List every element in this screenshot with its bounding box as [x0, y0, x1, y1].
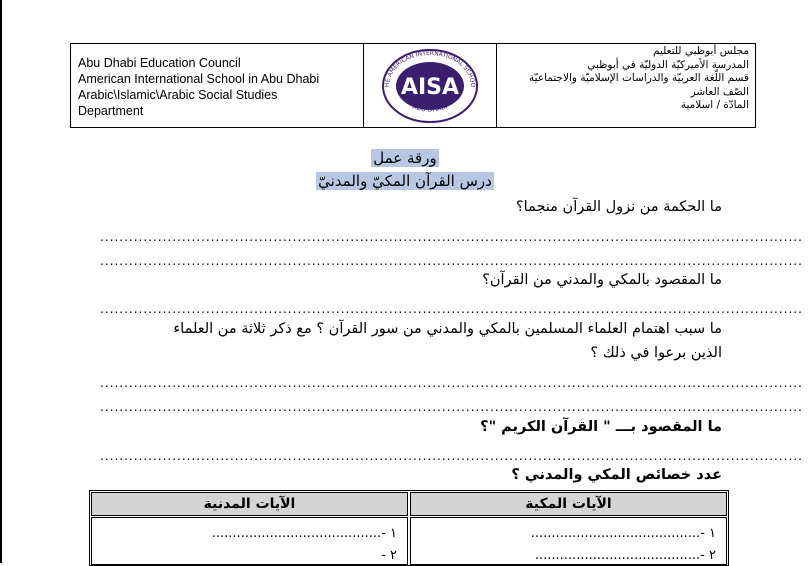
header-ar-line: الصّف العاشر	[690, 85, 749, 98]
header-madani: الآيات المدنية	[91, 492, 408, 516]
makki-column	[410, 517, 727, 565]
question-2: ما المقصود بالمكي والمدني من القرآن؟	[482, 272, 722, 288]
answer-line[interactable]: ..................................................................................................................................................	[100, 302, 803, 316]
header-arabic	[497, 44, 755, 127]
table-cell[interactable]: ١ -.........................................	[530, 526, 716, 541]
logo-text: AISA	[400, 74, 460, 100]
header-ar-line: قسم اللّغة العربيّة والدراسات الإسلاميّة والاجتماعيّة	[529, 72, 749, 84]
answer-line[interactable]: ..................................................................................................................................................	[100, 230, 803, 244]
table-header-row	[90, 491, 728, 517]
answer-line[interactable]: ..................................................................................................................................................	[100, 449, 803, 463]
header-table	[70, 43, 756, 128]
title-line: ورقة عمل	[373, 149, 437, 167]
answer-line[interactable]: ..................................................................................................................................................	[100, 376, 803, 390]
question-1: ما الحكمة من نزول القرآن منجما؟	[515, 199, 722, 215]
question-3: ما سبب اهتمام العلماء المسلمين بالمكي والمدني من سور القرآن ؟ مع ذكر ثلاثة من العلماء	[173, 321, 722, 337]
header-english	[71, 44, 364, 127]
header-en-line: Department	[78, 104, 144, 118]
lesson-title	[0, 172, 810, 190]
question-5: عدد خصائص المكي والمدني ؟	[511, 467, 722, 483]
answer-line[interactable]: ..................................................................................................................................................	[100, 400, 803, 414]
worksheet-title	[0, 149, 810, 167]
table-cell[interactable]: ١ -.........................................	[211, 526, 397, 541]
header-ar-line: المادّة / اسلامية	[680, 99, 749, 111]
question-4: ما المقصود بـــ " القرآن الكريم "؟	[480, 419, 722, 435]
header-ar-line: مجلس أبوظبي للتعليم	[652, 45, 749, 57]
header-ar-line: المدرسة الأميركيّة الدوليّة في أبوظبي	[587, 58, 749, 71]
table-cell[interactable]: ٢ -	[381, 548, 397, 563]
table-body-row	[90, 517, 728, 565]
header-en-line: Abu Dhabi Education Council	[78, 56, 241, 70]
comparison-table	[89, 490, 729, 566]
header-en-line: American International School in Abu Dhabi	[78, 72, 320, 86]
logo-ring-bottom: ABU DHABI	[411, 101, 449, 114]
answer-line[interactable]: ..................................................................................................................................................	[100, 254, 803, 268]
aisa-logo-icon	[380, 48, 480, 124]
table-cell[interactable]: ٢ -........................................	[534, 548, 716, 563]
header-makki: الآيات المكية	[410, 492, 727, 516]
school-logo	[364, 44, 497, 127]
question-3-continued: الذين برعوا في ذلك ؟	[590, 345, 722, 361]
title-line: درس القرآن المكيّ والمدنيّ	[318, 172, 492, 190]
madani-column	[91, 517, 408, 565]
header-en-line: Arabic\Islamic\Arabic Social Studies	[78, 88, 278, 102]
page-edge	[0, 0, 2, 563]
logo-ring-top: HE AMERICAN INTERNATIONAL SCHOO	[383, 49, 477, 88]
